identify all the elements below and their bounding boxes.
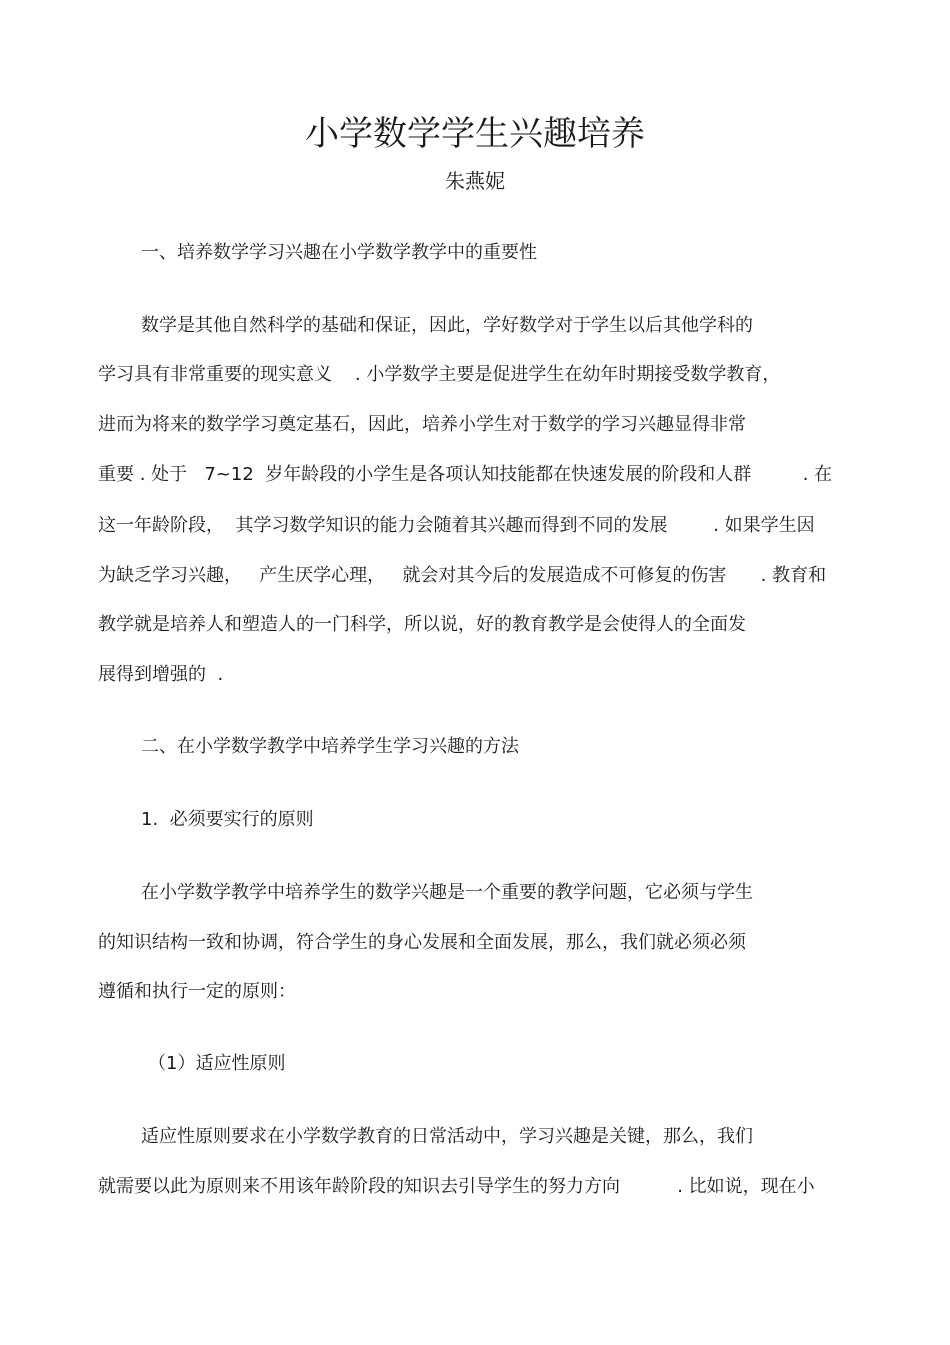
paragraph-line: 重要 . 处于 7~12 岁年龄段的小学生是各项认知技能都在快速发展的阶段和人群 . 在 — [98, 464, 833, 485]
paragraph-line: 学习具有非常重要的现实意义 . 小学数学主要是促进学生在幼年时期接受数学教育， — [98, 364, 781, 385]
paragraph-line: 教学就是培养人和塑造人的一门科学，所以说，好的教育教学是会使得人的全面发 — [98, 614, 746, 635]
subsection-heading: （1）适应性原则 — [148, 1053, 286, 1074]
paragraph-line: 的知识结构一致和协调，符合学生的身心发展和全面发展，那么，我们就必须必须 — [98, 932, 746, 953]
paragraph-line: 数学是其他自然科学的基础和保证，因此，学好数学对于学生以后其他学科的 — [141, 315, 753, 336]
subsection-heading: 1. 必须要实行的原则 — [141, 809, 314, 830]
paragraph-line: 为缺乏学习兴趣， 产生厌学心理， 就会对其今后的发展造成不可修复的伤害 . 教育和 — [98, 565, 827, 586]
paragraph-line: 在小学数学教学中培养学生的数学兴趣是一个重要的教学问题，它必须与学生 — [141, 882, 753, 903]
section-2-heading: 二、在小学数学教学中培养学生学习兴趣的方法 — [141, 736, 519, 757]
paragraph-line: 适应性原则要求在小学数学教育的日常活动中，学习兴趣是关键，那么，我们 — [141, 1126, 753, 1147]
paragraph-line: 展得到增强的 . — [98, 664, 224, 685]
paragraph-line: 这一年龄阶段， 其学习数学知识的能力会随着其兴趣而得到不同的发展 . 如果学生因 — [98, 515, 815, 536]
paragraph-line: 遵循和执行一定的原则： — [98, 981, 296, 1002]
author-name: 朱燕妮 — [445, 169, 505, 193]
section-1-heading: 一、培养数学学习兴趣在小学数学教学中的重要性 — [141, 242, 537, 263]
paragraph-line: 就需要以此为原则来不用该年龄阶段的知识去引导学生的努力方向 . 比如说，现在小 — [98, 1176, 815, 1197]
document-title: 小学数学学生兴趣培养 — [305, 114, 645, 154]
paragraph-line: 进而为将来的数学学习奠定基石，因此，培养小学生对于数学的学习兴趣显得非常 — [98, 414, 746, 435]
